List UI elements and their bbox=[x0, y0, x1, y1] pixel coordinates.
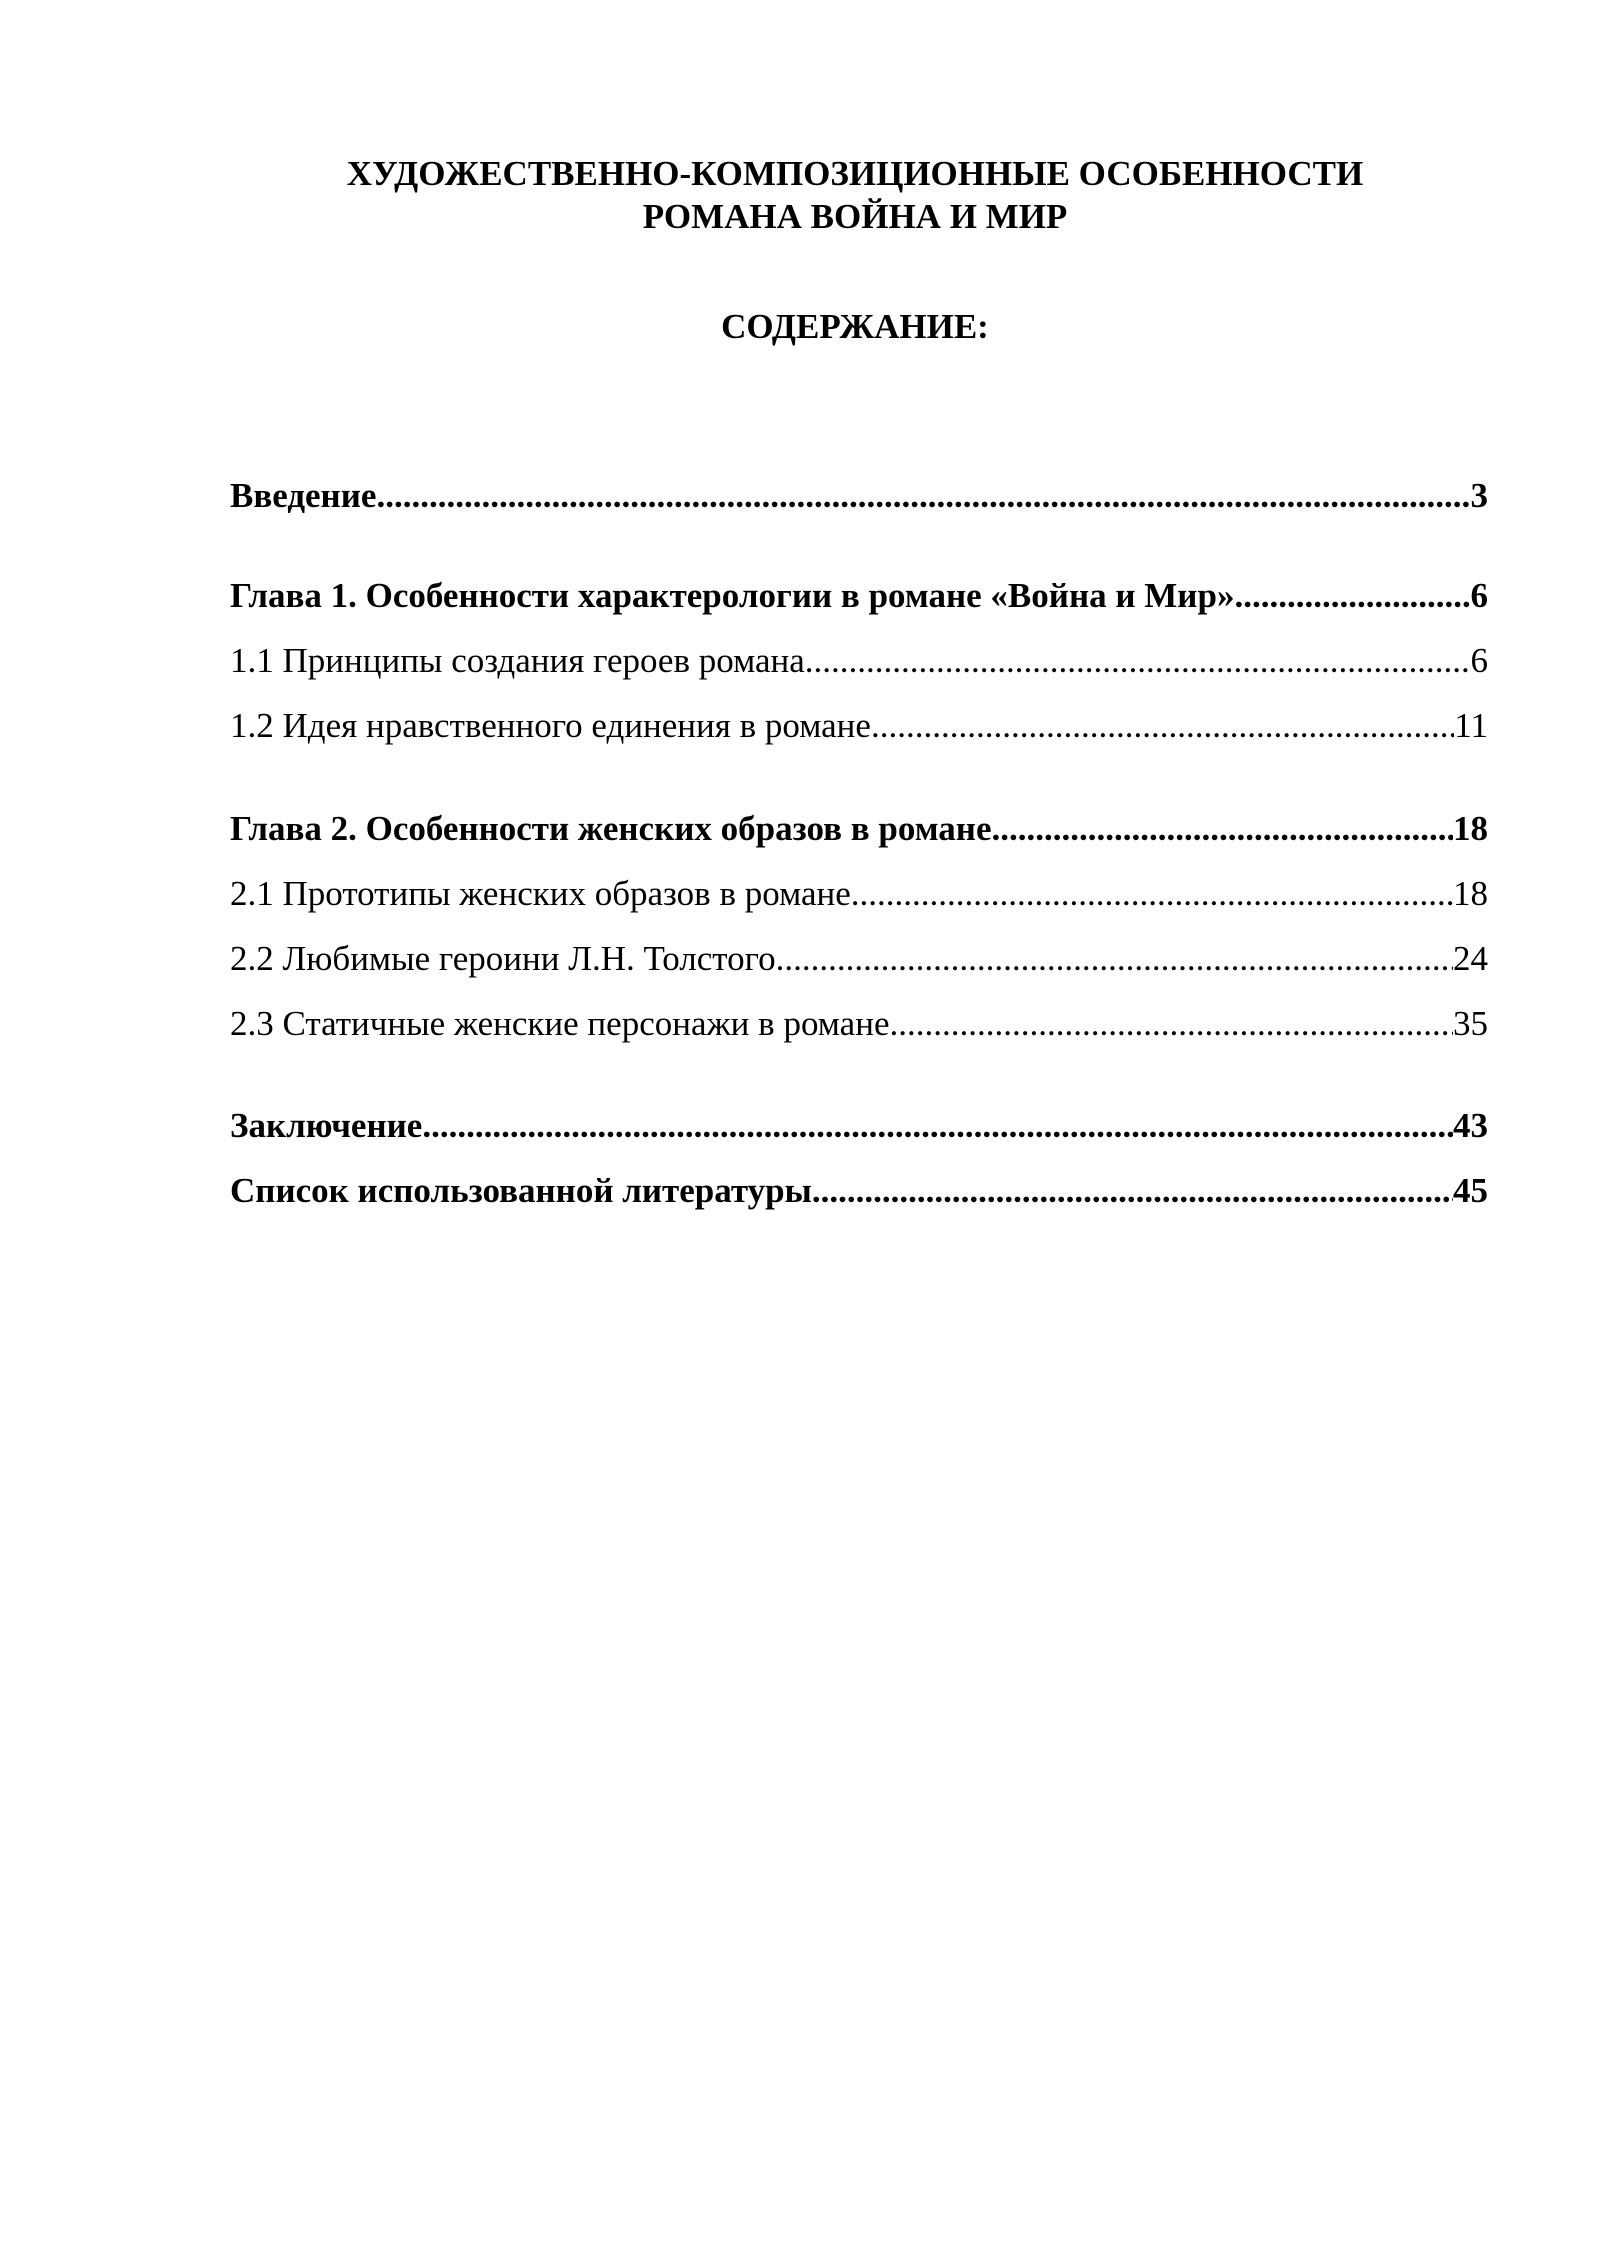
toc-entry-text: 2.2 Любимые героини Л.Н. Толстого bbox=[230, 939, 776, 978]
toc-dot-leader bbox=[889, 1001, 1453, 1047]
toc-entry-chapter-1[interactable] bbox=[230, 573, 1488, 619]
toc-entry-text: Введение bbox=[230, 476, 377, 515]
toc-entry-conclusion[interactable] bbox=[230, 1103, 1488, 1149]
toc-entry-text: 2.1 Прототипы женских образов в романе bbox=[230, 874, 851, 913]
toc-dot-leader bbox=[851, 871, 1453, 917]
toc-entry-introduction[interactable] bbox=[230, 473, 1488, 519]
toc-dot-leader bbox=[1234, 573, 1470, 619]
toc-entry-text: Глава 2. Особенности женских образов в романе bbox=[230, 809, 992, 848]
toc-entry-text: 1.2 Идея нравственного единения в романе bbox=[230, 706, 871, 745]
toc-entry-section-2-1[interactable] bbox=[230, 871, 1488, 917]
toc-dot-leader bbox=[422, 1103, 1453, 1149]
toc-dot-leader bbox=[776, 936, 1453, 982]
toc-entry-text: 1.1 Принципы создания героев романа bbox=[230, 641, 805, 680]
toc-entry-text: Список использованной литературы bbox=[230, 1171, 812, 1210]
toc-page-number: 24 bbox=[1453, 939, 1488, 978]
document-title-line-1: ХУДОЖЕСТВЕННО-КОМПОЗИЦИОННЫЕ ОСОБЕННОСТИ bbox=[346, 154, 1364, 193]
toc-entry-text: 2.3 Статичные женские персонажи в романе bbox=[230, 1004, 890, 1043]
toc-entry-text: Заключение bbox=[230, 1106, 423, 1145]
toc-page-number: 3 bbox=[1470, 476, 1488, 515]
toc-dot-leader bbox=[992, 806, 1453, 852]
toc-dot-leader bbox=[805, 638, 1471, 684]
toc-page-number: 6 bbox=[1470, 641, 1488, 680]
toc-entry-bibliography[interactable] bbox=[230, 1168, 1488, 1214]
toc-entry-section-2-3[interactable] bbox=[230, 1001, 1488, 1047]
toc-page-number: 18 bbox=[1453, 874, 1488, 913]
document-title bbox=[230, 152, 1480, 238]
toc-page-number: 11 bbox=[1454, 706, 1488, 745]
toc-heading: СОДЕРЖАНИЕ: bbox=[721, 307, 989, 346]
document-title-line-2: РОМАНА ВОЙНА И МИР bbox=[642, 197, 1068, 236]
toc-dot-leader bbox=[376, 473, 1470, 519]
toc-entry-section-1-2[interactable] bbox=[230, 703, 1488, 749]
toc-entry-section-2-2[interactable] bbox=[230, 936, 1488, 982]
toc-entry-section-1-1[interactable] bbox=[230, 638, 1488, 684]
toc-page-number: 18 bbox=[1453, 809, 1488, 848]
toc-dot-leader bbox=[812, 1168, 1453, 1214]
toc-entry-text: Глава 1. Особенности характерологии в романе «Война и Мир» bbox=[230, 576, 1235, 615]
toc-page-number: 45 bbox=[1453, 1171, 1488, 1210]
toc-page-number: 43 bbox=[1453, 1106, 1488, 1145]
toc-entry-chapter-2[interactable] bbox=[230, 806, 1488, 852]
toc-page-number: 35 bbox=[1453, 1004, 1488, 1043]
toc-page-number: 6 bbox=[1470, 576, 1488, 615]
toc-dot-leader bbox=[871, 703, 1454, 749]
